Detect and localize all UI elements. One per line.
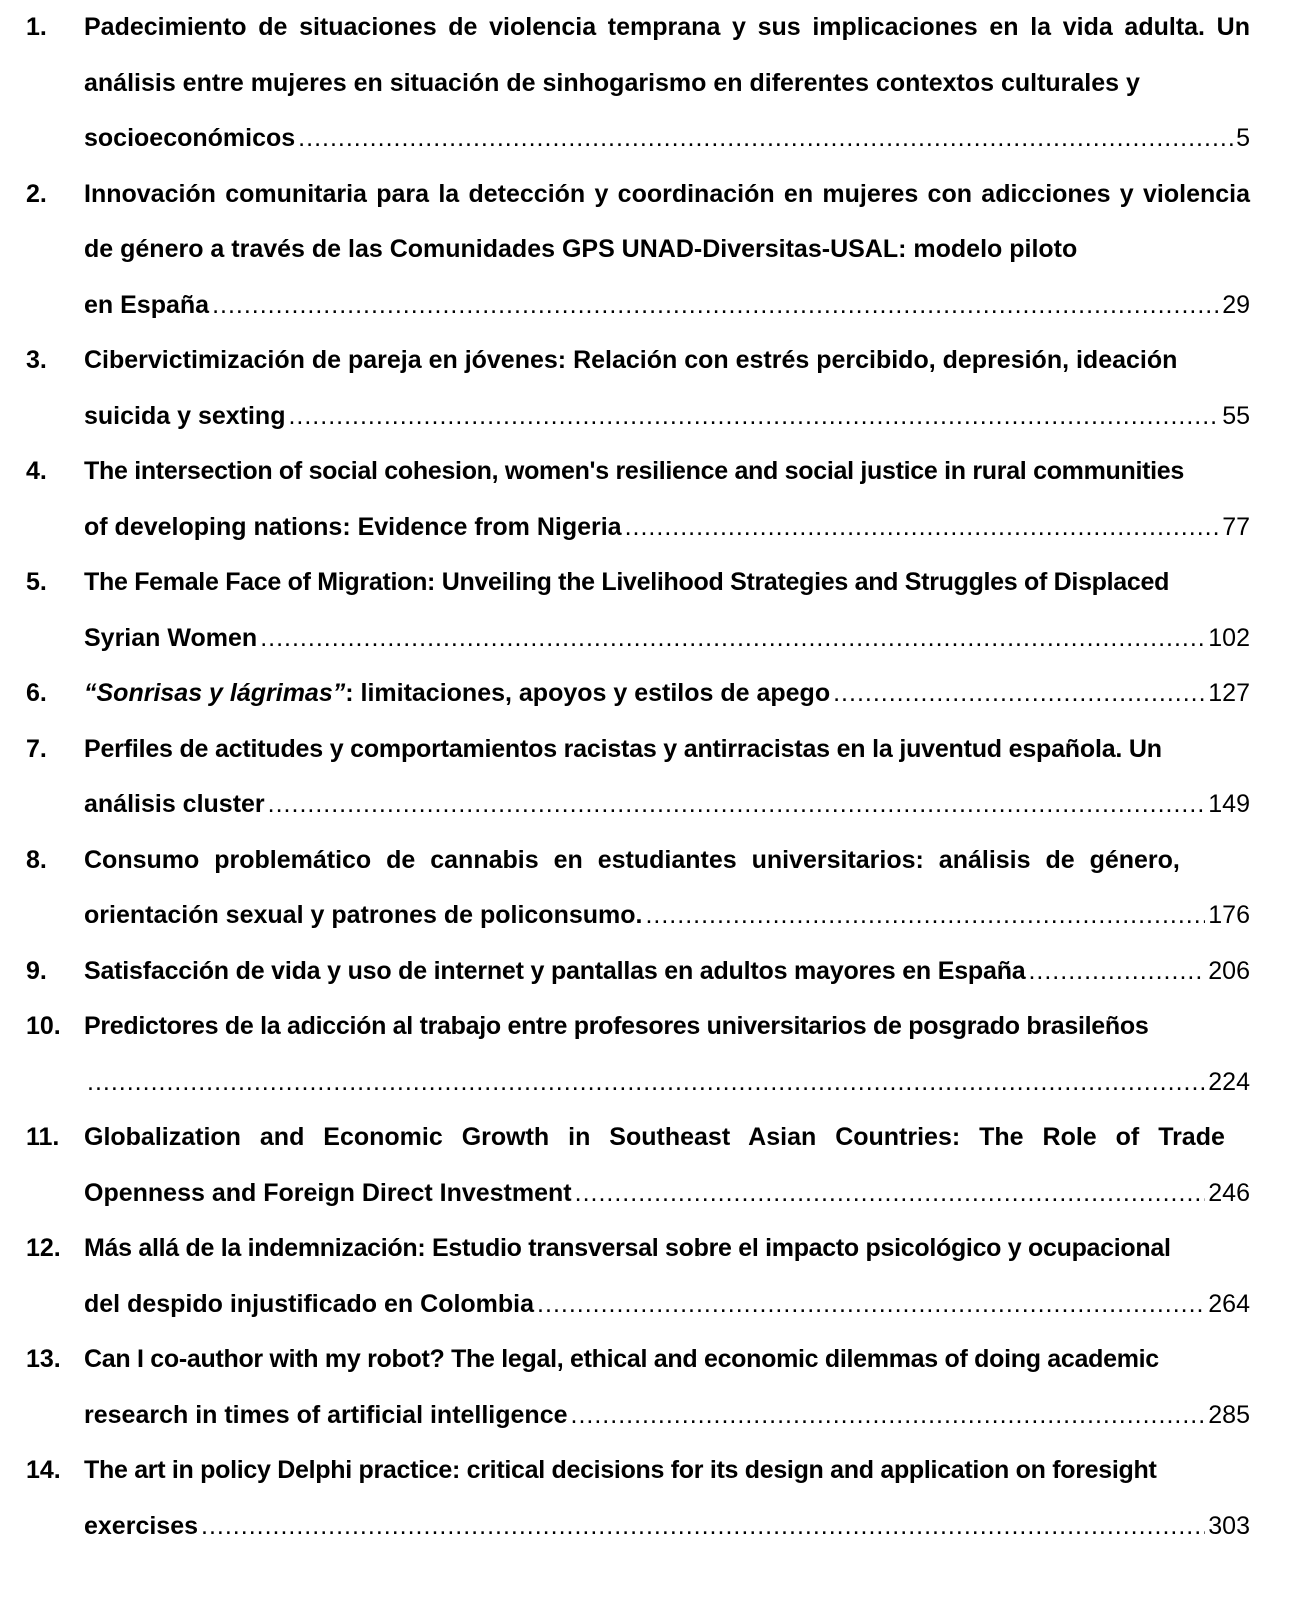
toc-entry-8[interactable] [26,833,1250,944]
entry-number: 8. [26,845,47,874]
toc-entry-2[interactable] [26,167,1250,334]
leader-dots [645,888,1205,944]
entry-number: 3. [26,346,47,374]
entry-title-end: exercises [84,1511,199,1540]
page-number: 176 [1208,901,1250,929]
entry-title-end: análisis cluster [84,790,265,818]
page-number: 149 [1208,790,1250,818]
entry-number: 12. [26,1234,61,1262]
entry-title-end: en España [84,290,210,319]
leader-dots [537,1277,1205,1333]
leader-dots [212,278,1219,334]
entry-number: 13. [26,1345,61,1373]
entry-number: 11. [26,1123,60,1151]
page-number: 55 [1222,401,1250,430]
entry-title: Cibervictimización de pareja en jóvenes: Relación con estrés percibido, depresión, ideación [84,346,1178,374]
leader-dots [268,777,1206,833]
toc-entry-3[interactable] [26,333,1250,444]
entry-number: 2. [26,179,47,208]
entry-title-end: of developing nations: Evidence from Nigeria [84,512,622,541]
page-number: 127 [1208,679,1250,707]
toc-entry-1[interactable] [26,0,1250,167]
entry-number: 14. [26,1456,61,1484]
page-number: 206 [1208,956,1250,985]
entry-title-italic: “Sonrisas y lágrimas” [84,679,346,707]
leader-dots [298,111,1233,167]
leader-dots [1028,944,1205,1000]
entry-title: Más allá de la indemnización: Estudio transversal sobre el impacto psicológico y ocupacional [84,1234,1171,1262]
toc-entry-10[interactable] [26,999,1250,1110]
toc-entry-4[interactable] [26,444,1250,555]
entry-number: 6. [26,679,47,707]
leader-dots [87,1055,1205,1111]
entry-title: The art in policy Delphi practice: critical decisions for its design and application on foresight [84,1456,1157,1484]
entry-title: Perfiles de actitudes y comportamientos racistas y antirracistas en la juventud española. Un [84,734,1162,763]
toc-entry-13[interactable] [26,1332,1250,1443]
page-number: 285 [1208,1400,1250,1429]
entry-number: 5. [26,568,47,596]
page-number: 29 [1222,290,1250,319]
entry-number: 10. [26,1012,61,1040]
entry-title-end [84,666,830,722]
page-number: 77 [1222,512,1250,541]
entry-title-end: Syrian Women [84,623,258,652]
entry-title: Innovación comunitaria para la detección y coordinación en mujeres con adicciones y violencia de género a través de las Comunidades GPS UNAD-Diversitas-USAL: modelo piloto [84,179,1250,263]
entry-number: 1. [26,13,47,41]
toc-entry-9[interactable] [26,944,1250,1000]
entry-title-rest: : limitaciones, apoyos y estilos de apego [345,679,831,707]
entry-title: The Female Face of Migration: Unveiling the Livelihood Strategies and Struggles of Displaced [84,568,1170,596]
toc-entry-12[interactable] [26,1221,1250,1332]
entry-title-end: suicida y sexting [84,401,286,430]
leader-dots [201,1499,1205,1555]
leader-dots [833,666,1205,722]
entry-title: The intersection of social cohesion, women's resilience and social justice in rural communities [84,457,1184,485]
page-number: 5 [1236,124,1250,152]
toc-entry-7[interactable] [26,722,1250,833]
entry-title-end: del despido injustificado en Colombia [84,1289,535,1318]
entry-title-end: Satisfacción de vida y uso de internet y pantallas en adultos mayores en España [84,956,1026,985]
entry-title: Padecimiento de situaciones de violencia temprana y sus implicaciones en la vida adulta. Un análisis entre mujeres en situación de sinhogarismo en diferentes contextos culturales y [84,13,1250,97]
leader-dots [571,1388,1206,1444]
leader-dots [260,611,1205,667]
leader-dots [288,389,1219,445]
table-of-contents [26,0,1250,1554]
entry-title: Consumo problemático de cannabis en estudiantes universitarios: análisis de género, [84,845,1180,874]
entry-number: 4. [26,457,47,485]
leader-dots [625,500,1220,556]
entry-title-end: Openness and Foreign Direct Investment [84,1178,572,1207]
page-number: 224 [1208,1067,1250,1096]
toc-entry-6[interactable] [26,666,1250,722]
page-number: 102 [1208,623,1250,652]
entry-title: Can I co-author with my robot? The legal, ethical and economic dilemmas of doing academic [84,1345,1159,1373]
entry-title-end: socioeconómicos [84,124,296,152]
toc-entry-11[interactable] [26,1110,1250,1221]
page-number: 303 [1208,1511,1250,1540]
entry-title: Globalization and Economic Growth in Southeast Asian Countries: The Role of Trade [84,1123,1225,1151]
entry-number: 7. [26,734,47,763]
entry-title: Predictores de la adicción al trabajo entre profesores universitarios de posgrado brasileños [84,1012,1149,1040]
toc-entry-5[interactable] [26,555,1250,666]
entry-title-end: orientación sexual y patrones de policonsumo. [84,901,643,929]
leader-dots [575,1166,1206,1222]
toc-entry-14[interactable] [26,1443,1250,1554]
page-number: 264 [1208,1289,1250,1318]
entry-title-end: research in times of artificial intelligence [84,1400,568,1429]
entry-number: 9. [26,956,47,985]
page-number: 246 [1208,1178,1250,1207]
